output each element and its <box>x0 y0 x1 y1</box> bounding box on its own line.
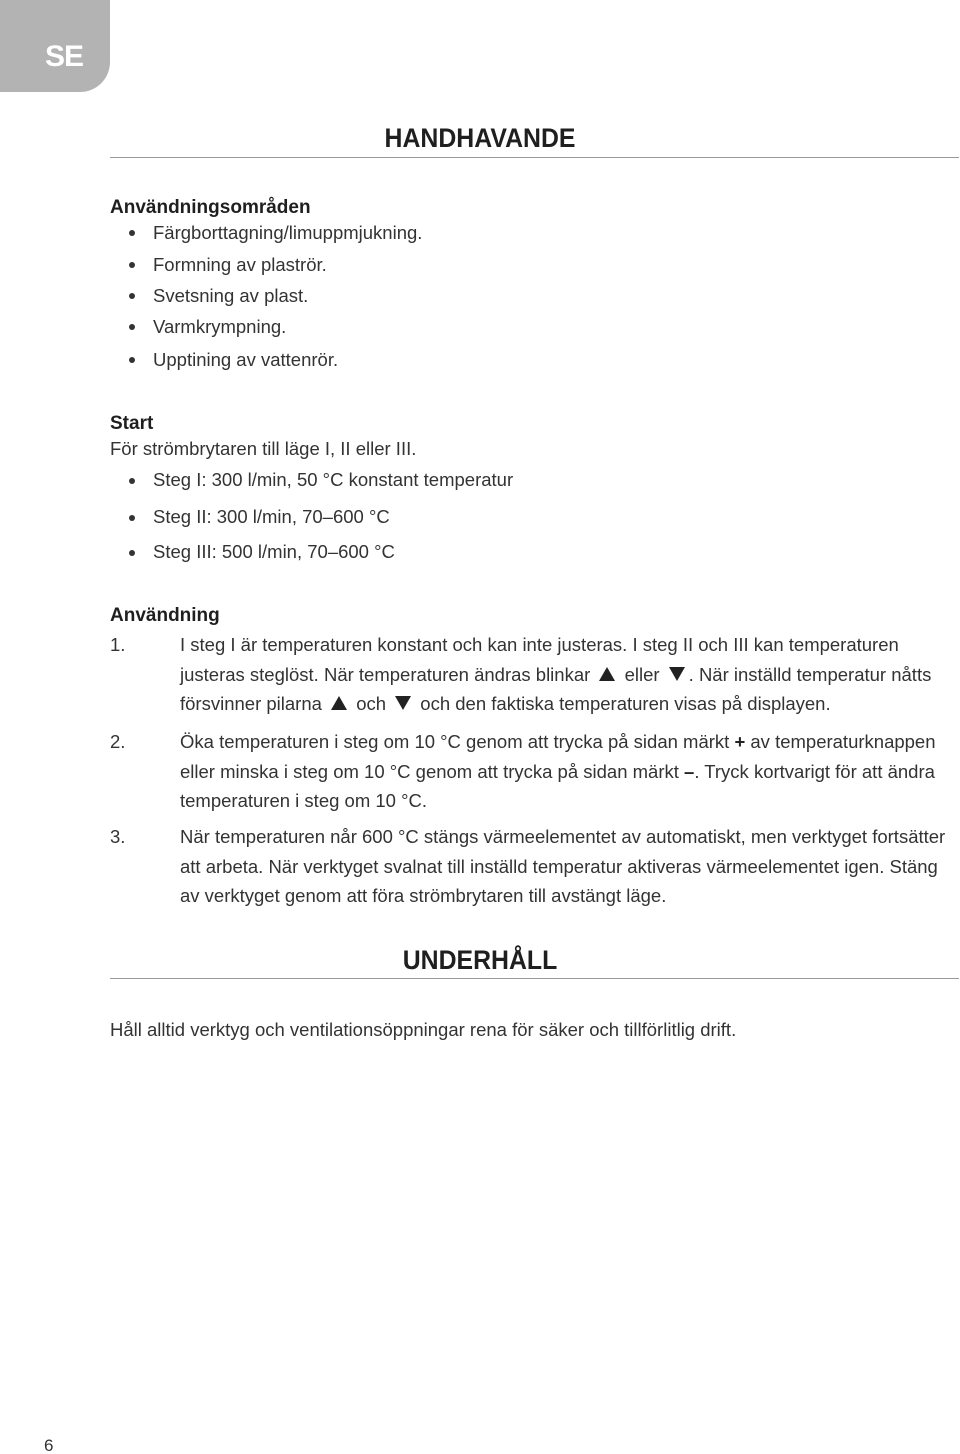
step-number: 1. <box>110 634 126 655</box>
arrow-up-icon <box>331 696 347 710</box>
bullet-dot <box>129 478 135 484</box>
step-2-text-b: av temperaturknappen eller minska i steg om 10 °C genom att trycka på sidan märkt <box>180 731 936 782</box>
page-number: 6 <box>44 1436 54 1454</box>
step-1-text-a: I steg I är temperaturen konstant och kan inte justeras. I steg II och III kan temperaturen justeras steglöst. När temperaturen ändras blinkar <box>180 634 899 685</box>
language-code: SE <box>45 40 84 73</box>
arrow-down-icon <box>395 696 411 710</box>
list-item: Upptining av vattenrör. <box>153 349 339 370</box>
list-item: Färgborttagning/limuppmjukning. <box>153 222 423 243</box>
subheading-uses: Användningsområden <box>110 197 311 218</box>
step-1-text-e: och den faktiska temperaturen visas på displayen. <box>420 693 831 714</box>
subheading-start: Start <box>110 413 154 434</box>
step-1-text-d: och <box>356 693 387 714</box>
subheading-usage: Användning <box>110 605 220 626</box>
list-item: Steg I: 300 l/min, 50 °C konstant temperatur <box>153 469 514 490</box>
heading-rule <box>110 978 959 979</box>
bullet-dot <box>129 324 135 330</box>
step-1-text-b: eller <box>624 663 660 685</box>
heading-rule <box>110 157 959 158</box>
bullet-dot <box>129 293 135 299</box>
step-number: 2. <box>110 731 126 752</box>
list-item: Formning av plaströr. <box>153 254 327 275</box>
list-item: Varmkrympning. <box>153 316 287 337</box>
start-intro: För strömbrytaren till läge I, II eller III. <box>110 438 417 459</box>
list-item: Steg III: 500 l/min, 70–600 °C <box>153 541 395 562</box>
step-1-paragraph <box>180 630 955 719</box>
bullet-dot <box>129 262 135 268</box>
heading-handhavande: HANDHAVANDE <box>384 123 576 153</box>
step-2-paragraph <box>180 727 955 816</box>
heading-underhall: UNDERHÅLL <box>402 945 558 975</box>
bullet-dot <box>129 550 135 556</box>
maintenance-text: Håll alltid verktyg och ventilationsöppningar rena för säker och tillförlitlig drift. <box>110 1019 737 1040</box>
bullet-dot <box>129 230 135 236</box>
step-1-text-c: . När inställd temperatur nåtts försvinner pilarna <box>180 663 932 714</box>
plus-symbol: + <box>734 731 746 752</box>
bullet-dot <box>129 515 135 521</box>
step-2-text-c: . Tryck kortvarigt för att ändra temperaturen i steg om 10 °C. <box>180 760 935 811</box>
arrow-down-icon <box>669 667 685 681</box>
arrow-up-icon <box>599 667 615 681</box>
bullet-dot <box>129 357 135 363</box>
step-number: 3. <box>110 826 126 847</box>
step-3-paragraph: När temperaturen når 600 °C stängs värmeelementet av automatiskt, men verktyget fortsätter att arbeta. När verktyget svalnat till inställd temperatur aktiveras värmeelementet igen. Stäng av verktyget genom att föra strömbrytaren till avstängt läge. <box>180 826 946 906</box>
language-tab <box>0 0 110 92</box>
list-item: Steg II: 300 l/min, 70–600 °C <box>153 506 390 527</box>
step-2-text-a: Öka temperaturen i steg om 10 °C genom att trycka på sidan märkt <box>180 731 730 752</box>
minus-symbol: – <box>684 760 695 782</box>
list-item: Svetsning av plast. <box>153 285 309 306</box>
